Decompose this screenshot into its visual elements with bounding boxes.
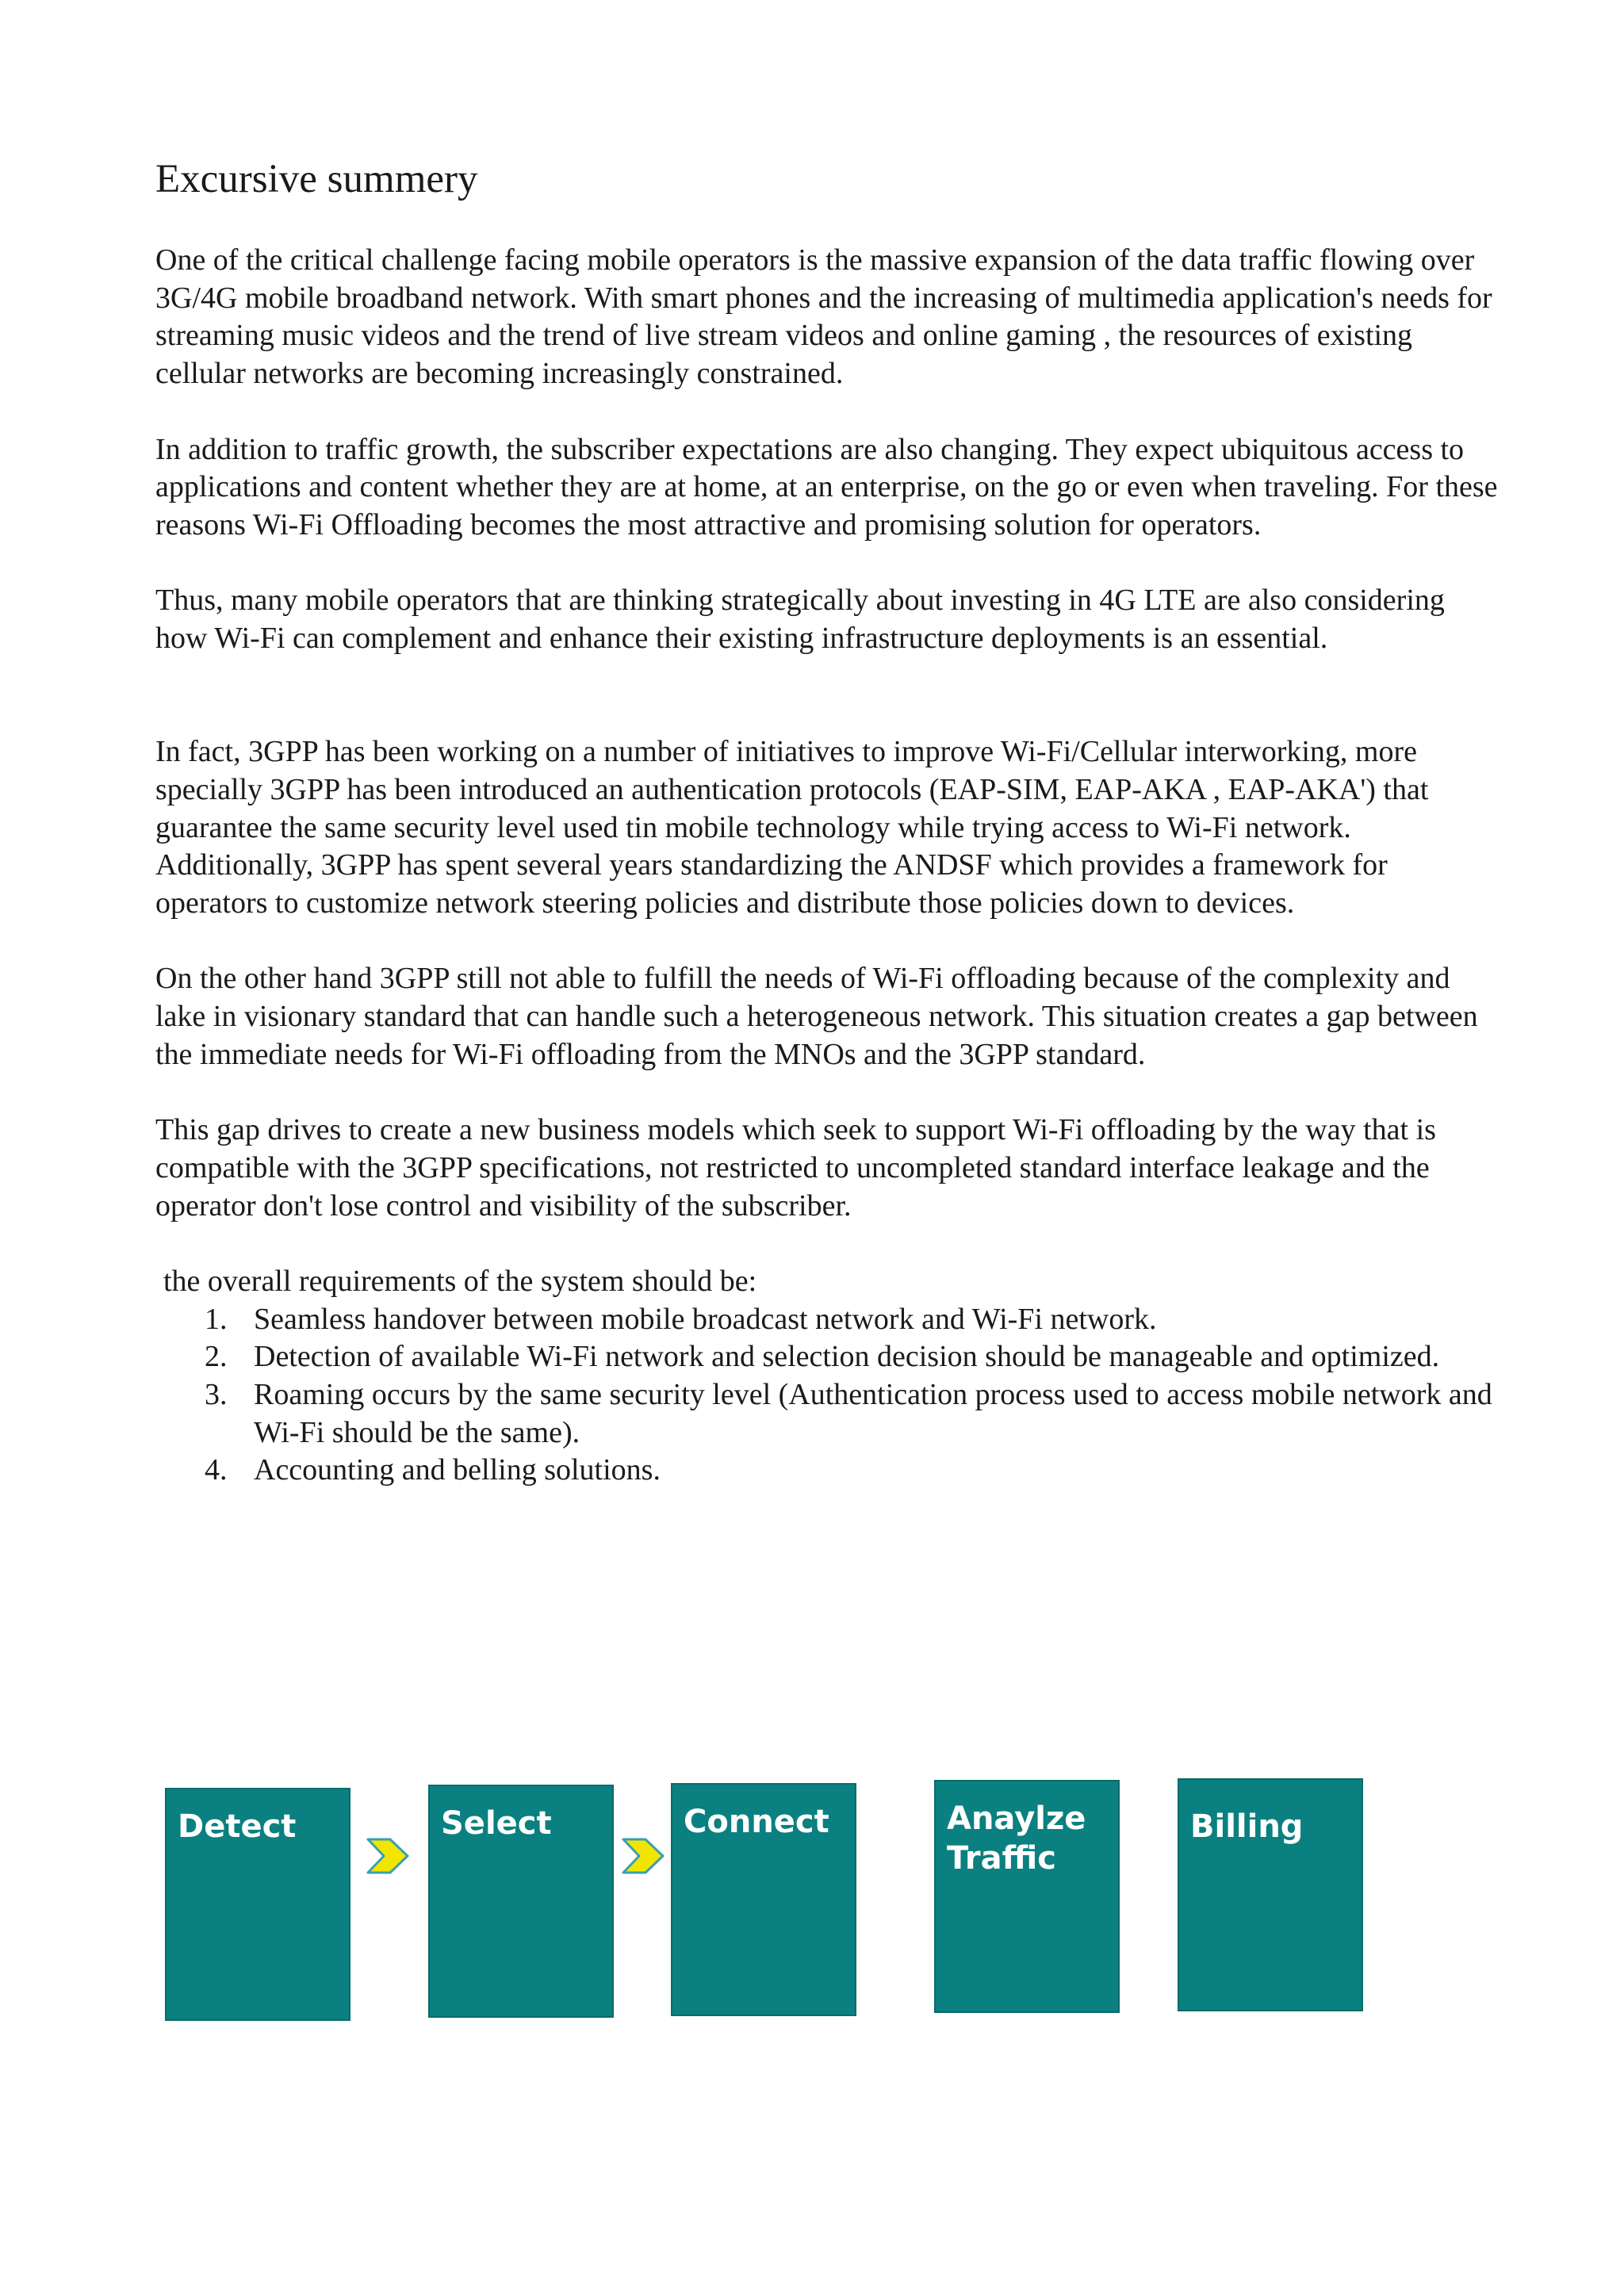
step-label: Connect xyxy=(684,1804,829,1840)
list-item xyxy=(155,1338,1503,1376)
paragraph-lte-wifi: Thus, many mobile operators that are thinking strategically about investing in 4G LTE are also considering how Wi-Fi can complement and enhance their existing infrastructure deployments is an essential. xyxy=(155,584,1445,655)
step-label: Billing xyxy=(1190,1808,1304,1845)
paragraph-andsf: Additionally, 3GPP has spent several years standardizing the ANDSF which provides a framework for operators to customize network steering policies and distribute those policies down to devices. xyxy=(155,848,1388,920)
step-box-detect xyxy=(165,1788,350,2021)
chevron-right-icon xyxy=(366,1838,409,1874)
document-body xyxy=(155,242,1503,1490)
step-label: Detect xyxy=(178,1808,297,1845)
step-box-billing xyxy=(1178,1778,1363,2011)
list-item-number: 1. xyxy=(205,1302,228,1336)
list-item-number: 3. xyxy=(205,1378,228,1411)
list-item xyxy=(155,1452,1503,1490)
step-box-select xyxy=(428,1785,614,2018)
step-label: Select xyxy=(441,1805,552,1842)
list-item-number: 2. xyxy=(205,1340,228,1374)
list-item-text: Detection of available Wi-Fi network and selection decision should be manageable and optimized. xyxy=(254,1340,1440,1374)
list-item xyxy=(155,1301,1503,1339)
list-item xyxy=(155,1376,1503,1452)
paragraph-subscriber-expectations: In addition to traffic growth, the subscriber expectations are also changing. They expect ubiquitous access to applications and content whether they are at home, at an enterprise, on the go or even when traveling. For these reasons Wi-Fi Offloading becomes the most attractive and promising solution for operators. xyxy=(155,432,1498,541)
paragraph-traffic-challenge: One of the critical challenge facing mobile operators is the massive expansion of the data traffic flowing over 3G/4G mobile broadband network. With smart phones and the increasing of multimedia application's needs for streaming music videos and the trend of live stream videos and online gaming , the resources of existing cellular networks are becoming increasingly constrained. xyxy=(155,243,1492,391)
chevron-right-icon xyxy=(622,1838,665,1874)
requirements-list xyxy=(155,1301,1503,1490)
step-box-connect xyxy=(671,1783,856,2016)
step-label: Anaylze Traffic xyxy=(947,1800,1086,1877)
step-box-analyze-traffic xyxy=(934,1780,1120,2013)
paragraph-3gpp-gap: On the other hand 3GPP still not able to fulfill the needs of Wi-Fi offloading because of the complexity and lake in visionary standard that can handle such a heterogeneous network. This situation creates a gap between the immediate needs for Wi-Fi offloading from the MNOs and the 3GPP standard. xyxy=(155,962,1478,1071)
requirements-intro: the overall requirements of the system should be: xyxy=(163,1264,757,1298)
document-title: Excursive summery xyxy=(155,157,478,201)
list-item-text: Accounting and belling solutions. xyxy=(254,1453,661,1487)
list-item-text: Roaming occurs by the same security level (Authentication process used to access mobile network and Wi-Fi should be the same). xyxy=(254,1378,1492,1449)
list-item-number: 4. xyxy=(205,1453,228,1487)
paragraph-3gpp-initiatives: In fact, 3GPP has been working on a number of initiatives to improve Wi-Fi/Cellular interworking, more specially 3GPP has been introduced an authentication protocols (EAP-SIM, EAP-AKA , EAP-AKA') that guarantee the same security level used tin mobile technology while trying access to Wi-Fi network. xyxy=(155,735,1429,844)
paragraph-business-models: This gap drives to create a new business models which seek to support Wi-Fi offloading by the way that is compatible with the 3GPP specifications, not restricted to uncompleted standard interface leakage and the operator don't lose control and visibility of the subscriber. xyxy=(155,1113,1436,1223)
list-item-text: Seamless handover between mobile broadcast network and Wi-Fi network. xyxy=(254,1302,1157,1336)
